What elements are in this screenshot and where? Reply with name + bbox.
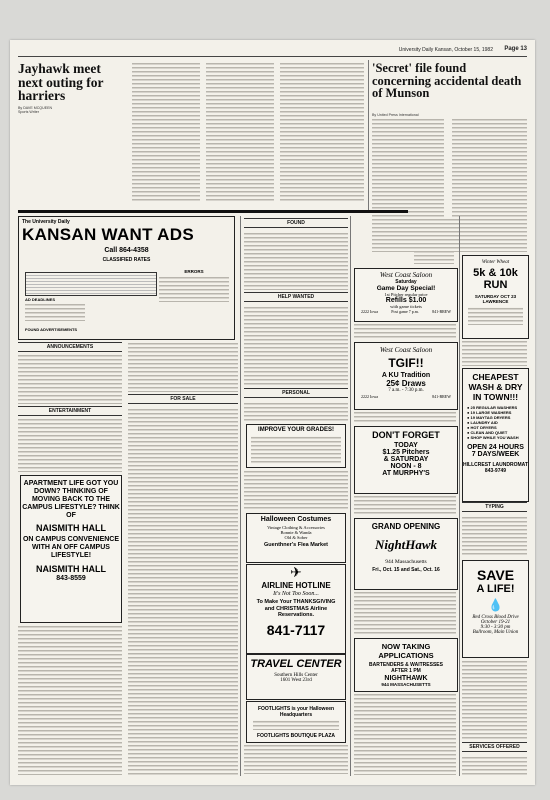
story-jayhawk-byline: By DAVE MCQUEEN Sports Writer <box>18 105 53 114</box>
ad-winter-wheat-run <box>462 255 529 339</box>
ad-halloween-costumes <box>246 513 346 563</box>
want-ads-phone: Call 864-4358 <box>104 247 149 254</box>
wc2-footer <box>355 393 457 399</box>
wash-item-1-text: 25 REGULAR WASHERS <box>470 405 518 410</box>
ad-west-coast-tgif <box>354 342 458 410</box>
save-line-1: SAVE <box>476 567 515 583</box>
wash-item-6-text: CLEAN AND QUIET <box>470 430 508 435</box>
personal-text <box>244 402 348 422</box>
ad-travel-center <box>246 654 346 700</box>
travel-line-2: Southern Hills Center <box>274 673 318 678</box>
wash-item-5-text: HOT DRYERS <box>470 425 497 430</box>
errors-heading: ERRORS <box>184 269 204 274</box>
story-secret-byline: By United Press International <box>372 113 419 117</box>
column-rule <box>350 216 351 776</box>
df-line-1: DON'T FORGET <box>372 430 440 440</box>
ad-naismith-hall <box>20 475 122 623</box>
wc1-line-1: Saturday <box>395 279 417 285</box>
apps-line-5: NIGHTHAWK <box>384 675 428 682</box>
newspaper-page <box>10 40 535 785</box>
halloween-line-3: Bonnie & Wanda <box>280 530 312 535</box>
col4-text-b <box>354 411 456 423</box>
wc1-line-3: 1st Pitcher regular price <box>384 292 428 297</box>
ad-footlights <box>246 701 346 743</box>
wc1-line-5: with game tickets <box>390 304 422 309</box>
wc1-name: West Coast Saloon <box>379 271 433 279</box>
wc1-line-2: Game Day Special! <box>376 285 436 292</box>
section-found: FOUND <box>244 218 348 228</box>
wc1-phone: 841-BREW <box>432 309 451 314</box>
col5-bottom-text <box>462 660 527 740</box>
wc2-name: West Coast Saloon <box>379 346 433 354</box>
footlights-line-1: FOOTLIGHTS is your Halloween Headquarters <box>257 706 335 718</box>
travel-line-3: 1601 West 23rd <box>280 678 312 683</box>
travel-name: TRAVEL CENTER <box>250 658 342 670</box>
wc2-line-3: 25¢ Draws <box>386 379 426 388</box>
run-line-5: LAWRENCE <box>482 299 509 304</box>
wc1-post-game: Post game 7 p.m. <box>391 309 419 314</box>
col4-bottom-text <box>354 693 456 775</box>
typing-text <box>462 516 527 556</box>
save-line-2: A LIFE! <box>476 583 515 595</box>
column-rule <box>459 216 460 776</box>
wc2-line-4: 7 a.m. - 7:30 p.m. <box>388 388 424 393</box>
section-announcements: ANNOUNCEMENTS <box>18 342 122 352</box>
wc2-address: 2222 Iowa <box>361 394 378 399</box>
naismith-line-4: NAISMITH HALL <box>36 564 106 575</box>
found-text <box>244 232 348 290</box>
ad-deadlines-heading: AD DEADLINES <box>25 297 56 302</box>
section-personal: PERSONAL <box>244 388 348 398</box>
column-rule <box>240 216 241 776</box>
go-line-3: 944 Massachusetts <box>385 559 427 565</box>
ad-airline-hotline <box>246 564 346 654</box>
errors-text <box>159 276 229 302</box>
wash-item-3-text: 19 MAYTAG DRYERS <box>470 415 511 420</box>
save-line-5: 9:30 - 3:30 pm <box>480 625 511 630</box>
story-jayhawk-headline: Jayhawk meet next outing for harriers <box>18 62 104 103</box>
col4-text-a <box>354 323 456 339</box>
column-rule <box>368 60 369 210</box>
airline-line-3: To Make Your THANKSGIVING and CHRISTMAS Airline Reservations. <box>256 599 336 619</box>
section-services: SERVICES OFFERED <box>462 742 527 752</box>
story-jayhawk-body-2 <box>206 62 274 202</box>
apps-line-3: BARTENDERS & WAITRESSES <box>369 662 443 668</box>
go-line-4: Fri., Oct. 15 and Sat., Oct. 16 <box>372 567 440 573</box>
wash-item-3: ● 19 MAYTAG DRYERS <box>467 415 511 420</box>
want-ads-title: KANSAN WANT ADS <box>22 225 194 244</box>
wash-item-2-text: 19 LARGE WASHERS <box>470 410 512 415</box>
story-jayhawk-body <box>132 62 200 202</box>
col5-top-text <box>414 218 454 264</box>
wash-line-2: WASH & DRY <box>468 382 523 392</box>
naismith-phone: 843-8559 <box>56 575 86 583</box>
footlights-text <box>253 720 339 730</box>
story-secret <box>372 62 527 108</box>
ad-deadlines-block <box>25 297 85 321</box>
wash-item-5: ● HOT DRYERS <box>467 425 497 430</box>
halloween-line-5: Guenthner's Flea Market <box>264 542 328 548</box>
ad-now-taking-applications <box>354 638 458 692</box>
col-announcements <box>18 342 122 472</box>
wash-line-4: OPEN 24 HOURS <box>467 444 524 451</box>
wash-item-7-text: SHOP WHILE YOU WASH <box>470 435 519 440</box>
wash-line-3: IN TOWN!!! <box>472 392 519 402</box>
halloween-line-4: Old & Sober <box>284 535 308 540</box>
col5-services <box>462 742 527 754</box>
folio-publication: University Daily Kansan, October 15, 1982 <box>398 47 493 53</box>
wash-item-4: ● LAUNDRY AID <box>467 420 498 425</box>
story-secret-headline: 'Secret' file found concerning accidental death of Munson <box>372 62 522 100</box>
save-line-3: Red Cross Blood Drive <box>472 615 519 620</box>
naismith-line-2: NAISMITH HALL <box>36 523 106 534</box>
wash-item-2: ● 19 LARGE WASHERS <box>467 410 512 415</box>
run-text <box>468 307 523 325</box>
classifieds-banner <box>18 210 408 213</box>
airline-plane-icon: ✈ <box>290 566 302 581</box>
df-line-2: TODAY <box>394 442 418 449</box>
wash-phone: 843-9749 <box>484 468 507 474</box>
improve-title: IMPROVE YOUR GRADES! <box>258 427 334 433</box>
run-line-1: Winter Wheat <box>481 260 510 265</box>
col3-personal <box>244 388 348 400</box>
ad-save-a-life <box>462 560 529 658</box>
wash-item-1: ● 25 REGULAR WASHERS <box>467 405 518 410</box>
ad-west-coast-game-day <box>354 268 458 322</box>
go-logo: NightHawk <box>374 537 438 552</box>
wash-line-1: CHEAPEST <box>472 372 519 382</box>
ad-deadlines-text <box>25 303 85 321</box>
wash-line-6: HILLCREST LAUNDROMAT <box>463 462 528 468</box>
col3-bottom-text <box>244 744 348 774</box>
wc2-line-2: A KU Tradition <box>381 372 431 379</box>
run-line-4: SATURDAY OCT 23 <box>474 294 517 299</box>
ad-cheapest-wash <box>462 368 529 502</box>
want-ads-udk: The University Daily <box>22 219 70 225</box>
df-line-6: AT MURPHY'S <box>382 470 430 477</box>
page-folio <box>18 44 527 57</box>
save-line-6: Ballroom, Main Union <box>472 630 519 635</box>
ad-dont-forget-murphys <box>354 426 458 494</box>
wash-item-7: ● SHOP WHILE YOU WASH <box>467 435 519 440</box>
col5-typing <box>462 502 527 514</box>
airline-line-2: It's Not Too Soon... <box>273 591 319 597</box>
df-line-4: & SATURDAY <box>383 456 429 463</box>
col2-top-text <box>128 342 238 392</box>
section-for-sale: FOR SALE <box>128 394 238 404</box>
errors-block <box>159 269 229 302</box>
df-line-5: NOON - 8 <box>390 463 422 470</box>
airline-phone: 841-7117 <box>266 621 326 638</box>
wash-item-4-text: LAUNDRY AID <box>470 420 498 425</box>
go-line-1: GRAND OPENING <box>371 522 441 531</box>
wash-line-5: 7 DAYS/WEEK <box>471 451 520 458</box>
col-left-bottom-text <box>18 625 122 775</box>
wash-item-6: ● CLEAN AND QUIET <box>467 430 508 435</box>
want-ads-header-box <box>18 216 235 340</box>
halloween-line-1: Halloween Costumes <box>260 516 332 523</box>
halloween-line-2: Vintage Clothing & Accessories <box>267 525 325 530</box>
story-jayhawk-body-3 <box>280 62 364 202</box>
df-line-3: $1.25 Pitchers <box>382 449 430 456</box>
entertainment-text <box>18 418 122 472</box>
run-line-2: 5k & 10k <box>473 267 518 279</box>
services-text <box>462 756 527 775</box>
announcements-text <box>18 354 122 404</box>
section-help-wanted: HELP WANTED <box>244 292 348 302</box>
col3-helpwanted <box>244 292 348 304</box>
rates-table <box>25 272 157 296</box>
airline-line-1: AIRLINE HOTLINE <box>261 581 331 590</box>
found-ads-heading: FOUND ADVERTISEMENTS <box>25 327 78 332</box>
forsale-text <box>128 408 238 775</box>
naismith-line-3: ON CAMPUS CONVENIENCE WITH AN OFF CAMPUS LIFESTYLE! <box>22 536 120 560</box>
save-line-4: October 19-21 <box>480 620 511 625</box>
naismith-line-1: APARTMENT LIFE GOT YOU DOWN? THINKING OF MOVING BACK TO THE CAMPUS LIFESTYLE? THINK OF <box>22 480 120 520</box>
wc2-line-1: TGIF!! <box>388 356 424 370</box>
col4-text-c <box>354 495 456 515</box>
section-typing: TYPING <box>462 502 527 512</box>
ad-improve-grades <box>246 424 346 468</box>
story-jayhawk <box>18 62 128 202</box>
col4-text-d <box>354 591 456 635</box>
col5-text-a <box>462 340 527 366</box>
apps-line-4: AFTER 1 PM <box>391 668 421 674</box>
run-line-3: RUN <box>483 279 508 291</box>
section-entertainment: ENTERTAINMENT <box>18 406 122 416</box>
wc1-address: 2222 Iowa <box>361 309 378 314</box>
folio-page-number: Page 13 <box>504 46 527 52</box>
wc1-line-4: Refills $1.00 <box>385 297 427 304</box>
wc2-phone: 841-BREW <box>432 394 451 399</box>
blood-drop-icon: 💧 <box>488 598 503 612</box>
apps-line-2: APPLICATIONS <box>378 651 434 660</box>
improve-text <box>251 436 341 464</box>
ad-grand-opening-nighthawk <box>354 518 458 590</box>
classified-rates-heading: CLASSIFIED RATES <box>102 257 151 263</box>
apps-line-1: NOW TAKING <box>381 642 431 651</box>
help-wanted-text <box>244 306 348 386</box>
story-secret-body-2 <box>452 118 527 252</box>
apps-line-6: 944 MASSACHUSETTS <box>381 682 431 687</box>
wash-list <box>463 405 528 440</box>
col3-mid-text <box>244 470 348 510</box>
footlights-line-2: FOOTLIGHTS BOUTIQUE PLAZA <box>256 733 336 739</box>
wc1-footer <box>355 309 457 314</box>
